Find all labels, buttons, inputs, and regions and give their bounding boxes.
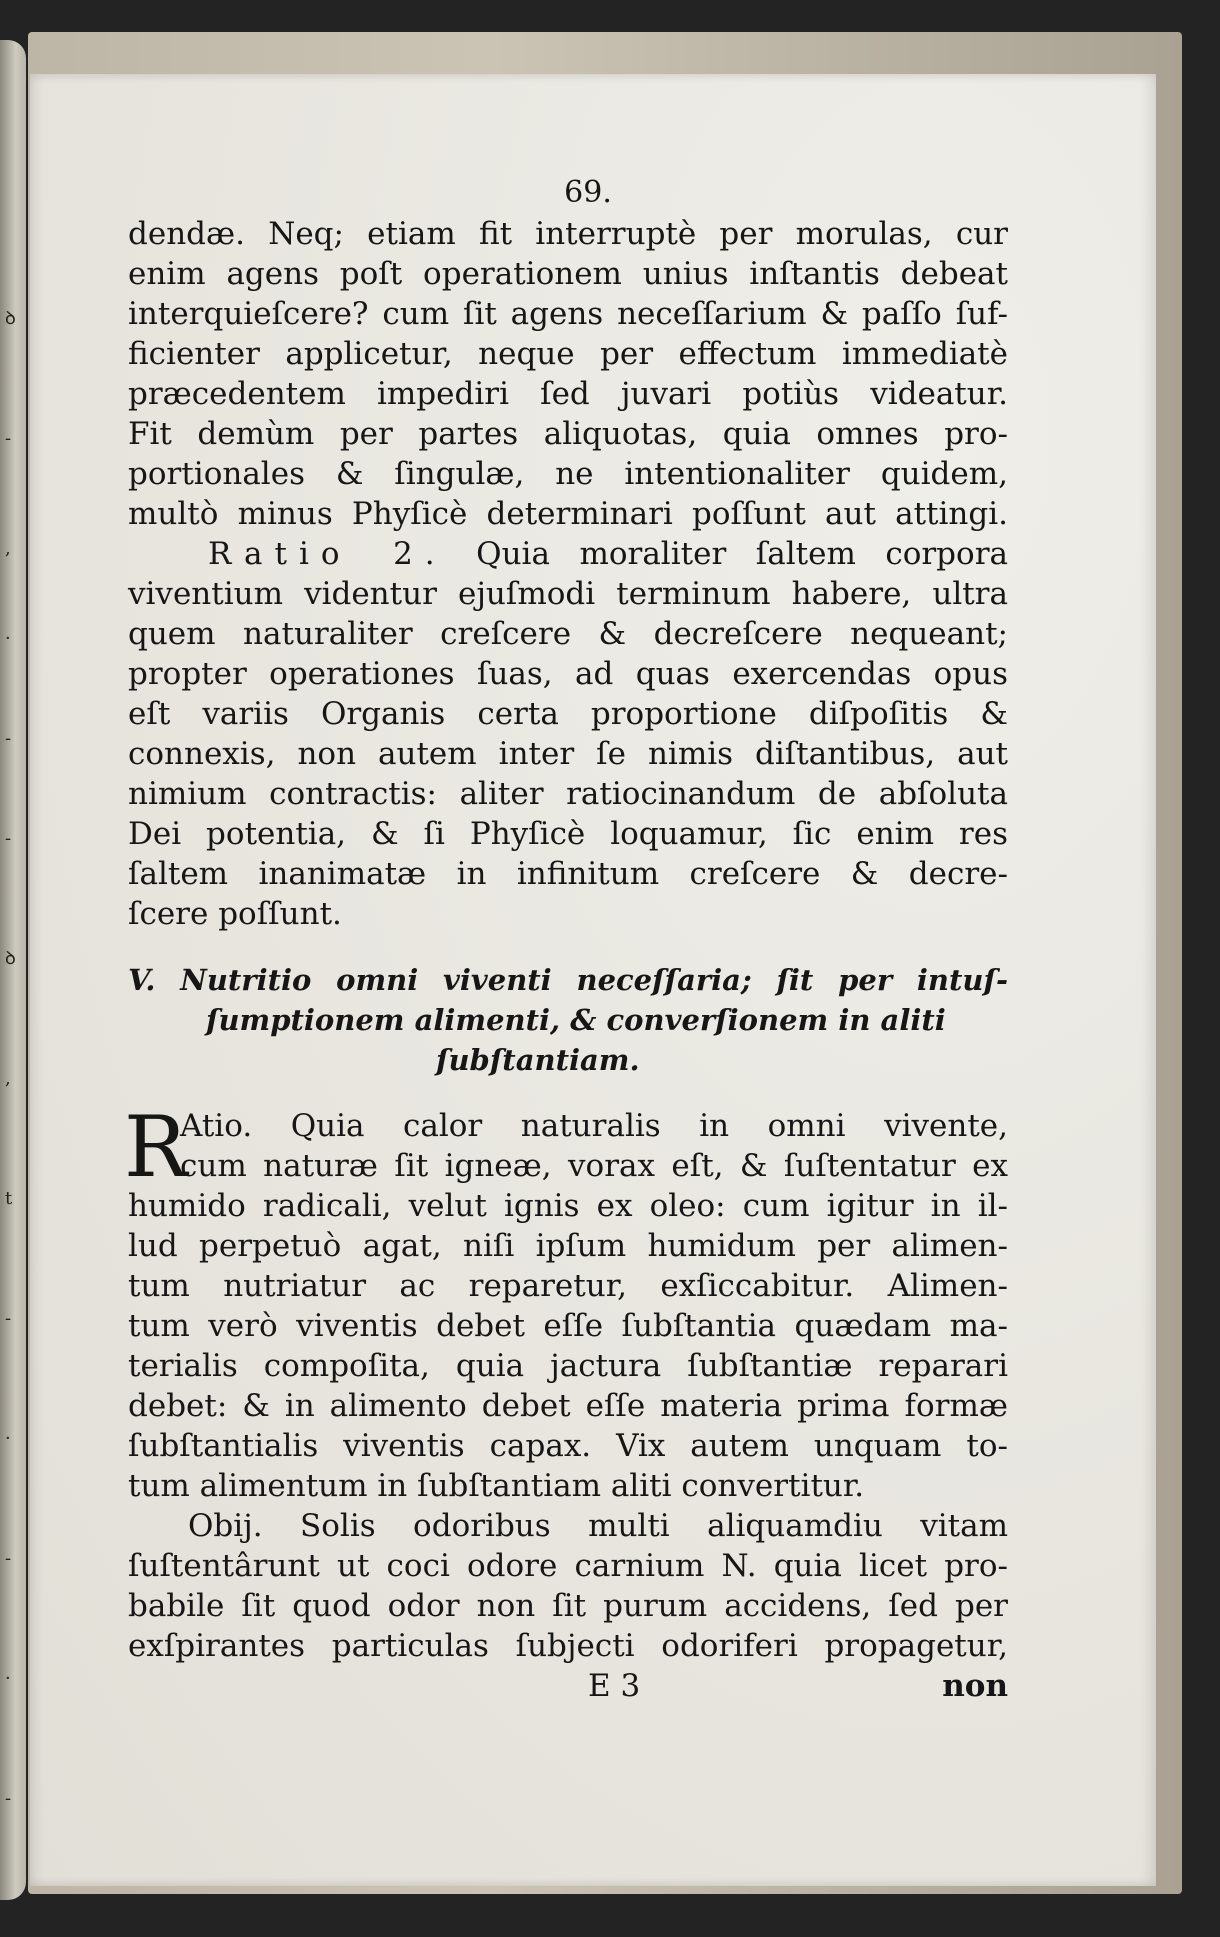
text-line: portionales & ſingulæ, ne intentionaliter quidem,: [128, 456, 1008, 492]
text-line: ſaltem inanimatæ in infinitum creſcere & decre-: [128, 856, 1008, 892]
book-page: [30, 74, 1156, 1886]
page-text: [124, 172, 1008, 1706]
text-line: tum verò viventis debet eſſe ſubſtantia quædam ma-: [128, 1308, 1008, 1344]
text-line: Fit demùm per partes aliquotas, quia omnes pro-: [128, 416, 1008, 452]
text-line: lud perpetuò agat, niſi ipſum humidum per alimen-: [128, 1228, 1008, 1264]
text-line: interquieſcere? cum ſit agens neceſſarium & paſſo ſuf-: [128, 296, 1008, 332]
text-line: Dei potentia, & ſi Phyſicè loquamur, ſic enim res: [128, 816, 1008, 852]
page-footer: [128, 1666, 1008, 1706]
text-line: connexis, non autem inter ſe nimis diſtantibus, aut: [128, 736, 1008, 772]
text-line: humido radicali, velut ignis ex oleo: cum igitur in il-: [128, 1188, 1008, 1224]
text-line: ſcere poſſunt.: [128, 896, 342, 932]
text-line: præcedentem impediri ſed juvari potiùs videatur.: [128, 376, 1008, 412]
left-page-margin-fragments: ꝺ - , · - - ꝺ , t - · - · -: [5, 310, 16, 1809]
ratio-paragraph: [124, 1098, 1008, 1196]
text-line: ſubſtantialis viventis capax. Vix autem unquam to-: [128, 1428, 1008, 1464]
section-heading-line: V. Nutritio omni viventi neceſſaria; ſit per intuſ-: [128, 963, 1008, 997]
ratio-2-label: Ratio 2.: [208, 536, 447, 572]
signature-mark: E 3: [588, 1668, 641, 1704]
left-page-edge: [0, 40, 26, 1900]
text-line: eſt variis Organis certa proportione diſpoſitis &: [128, 696, 1008, 732]
text-line: propter operationes ſuas, ad quas exercendas opus: [128, 656, 1008, 692]
text-line: cum naturæ ſit igneæ, vorax eſt, & ſuſtentatur ex: [180, 1148, 1008, 1184]
text-line: dendæ. Neq; etiam fit interruptè per morulas, cur: [128, 216, 1008, 252]
text-line: nimium contractis: aliter ratiocinandum de abſoluta: [128, 776, 1008, 812]
text-line: terialis compoſita, quia jactura ſubſtantiæ reparari: [128, 1348, 1008, 1384]
text-line: ſuſtentârunt ut coci odore carnium N. quia licet pro-: [128, 1548, 1008, 1584]
text-line: viventium videntur ejuſmodi terminum habere, ultra: [128, 576, 1008, 612]
text-line: multò minus Phyſicè determinari poſſunt aut attingi.: [128, 496, 1008, 532]
text-line: tum alimentum in ſubſtantiam aliti convertitur.: [128, 1468, 865, 1504]
page-number: 69.: [564, 175, 612, 210]
text-line: Atio. Quia calor naturalis in omni vivente,: [180, 1108, 1008, 1144]
text-line: enim agens poſt operationem unius inſtantis debeat: [128, 256, 1008, 292]
ratio-2-text: Quia moraliter ſaltem corpora: [476, 536, 1008, 572]
text-line: babile ſit quod odor non ſit purum accidens, ſed per: [128, 1588, 1008, 1624]
objection-line: Obij. Solis odoribus multi aliquamdiu vitam: [188, 1508, 1008, 1544]
catchword: non: [942, 1668, 1008, 1704]
text-line: debet: & in alimento debet eſſe materia prima formæ: [128, 1388, 1008, 1424]
section-heading-line: ſumptionem alimenti, & converſionem in aliti: [206, 1003, 946, 1037]
text-line: quem naturaliter creſcere & decreſcere nequeant;: [128, 616, 1008, 652]
ratio-2-line: [128, 534, 1008, 574]
text-line: tum nutriatur ac reparetur, exſiccabitur. Alimen-: [128, 1268, 1008, 1304]
text-line: exſpirantes particulas ſubjecti odoriferi propagetur,: [128, 1628, 1008, 1664]
drop-cap: R: [124, 1098, 188, 1196]
section-heading-line: ſubſtantiam.: [436, 1043, 640, 1077]
text-line: ficienter applicetur, neque per effectum immediatè: [128, 336, 1008, 372]
